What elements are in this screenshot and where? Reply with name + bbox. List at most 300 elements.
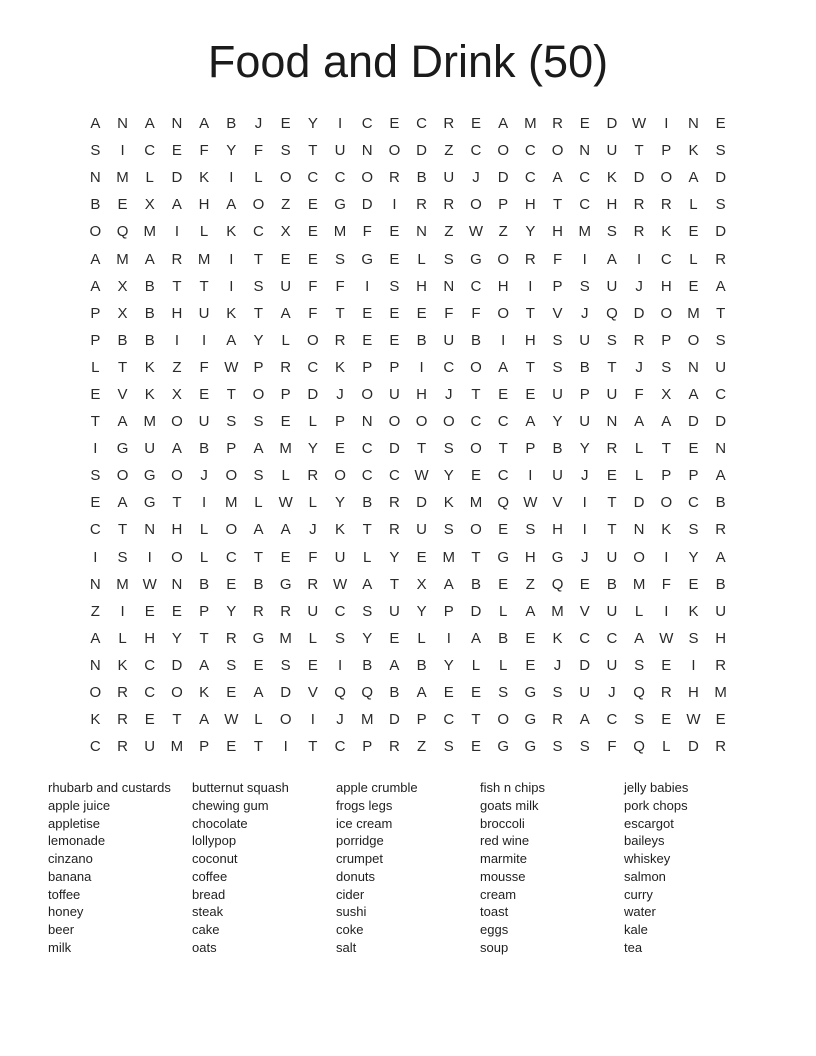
grid-cell: N [361, 413, 373, 431]
grid-cell: M [714, 684, 727, 702]
grid-cell: Y [552, 413, 563, 431]
grid-cell: T [634, 142, 644, 160]
grid-cell: M [279, 629, 292, 647]
grid-cell: E [389, 250, 400, 268]
grid-cell: Q [633, 684, 645, 702]
grid-cell: K [606, 169, 617, 187]
grid-cell: E [661, 656, 672, 674]
grid-cell: R [388, 169, 400, 187]
word-list-column [192, 779, 336, 957]
grid-cell: T [199, 277, 209, 295]
grid-cell: T [607, 494, 617, 512]
grid-cell: Z [444, 223, 454, 241]
grid-cell: I [229, 169, 234, 187]
grid-cell: H [660, 277, 672, 295]
grid-cell: U [334, 142, 346, 160]
grid-cell: M [632, 575, 646, 593]
grid-cell: Q [606, 304, 618, 322]
grid-cell: H [497, 277, 509, 295]
grid-cell: Q [334, 684, 346, 702]
grid-cell: G [524, 711, 537, 729]
grid-cell: R [633, 331, 645, 349]
grid-cell: A [90, 250, 101, 268]
grid-cell: R [171, 250, 183, 268]
grid-cell: P [226, 440, 237, 458]
grid-cell: N [117, 115, 128, 133]
grid-cell: S [552, 684, 563, 702]
grid-cell: O [361, 169, 374, 187]
grid-cell: B [199, 575, 210, 593]
grid-cell: E [416, 304, 427, 322]
word-item: coke [336, 922, 364, 937]
grid-cell: A [688, 169, 699, 187]
grid-cell: C [361, 467, 373, 485]
grid-cell: L [91, 358, 100, 376]
grid-cell: N [633, 521, 645, 539]
grid-cell: C [497, 467, 509, 485]
grid-cell: E [307, 223, 318, 241]
grid-cell: K [552, 629, 563, 647]
grid-cell: C [606, 629, 618, 647]
word-item: broccoli [480, 815, 525, 831]
grid-cell: R [225, 629, 237, 647]
grid-cell: O [497, 711, 509, 729]
word-item: milk [48, 939, 72, 955]
grid-cell: A [199, 656, 210, 674]
grid-cell: T [417, 440, 427, 458]
word-item: apple crumble [336, 780, 418, 795]
grid-cell: L [498, 602, 508, 620]
grid-cell: L [634, 602, 644, 620]
word-item: lollypop [192, 833, 237, 849]
grid-cell: B [144, 331, 155, 349]
grid-cell: R [633, 223, 645, 241]
grid-cell: N [688, 115, 699, 133]
grid-cell: H [688, 684, 699, 702]
grid-cell: K [199, 169, 210, 187]
grid-cell: I [283, 738, 288, 756]
grid-cell: C [579, 629, 591, 647]
grid-cell: E [389, 115, 400, 133]
grid-cell: A [90, 277, 101, 295]
grid-cell: R [633, 196, 645, 214]
grid-cell: J [580, 467, 589, 485]
grid-cell: C [89, 738, 101, 756]
grid-cell: R [253, 602, 264, 620]
grid-cell: C [579, 196, 591, 214]
grid-cell: W [278, 494, 293, 512]
grid-cell: Y [443, 467, 454, 485]
word-item: coffee [192, 868, 228, 884]
grid-cell: E [579, 115, 590, 133]
grid-cell: A [715, 548, 726, 566]
grid-cell: E [470, 467, 481, 485]
word-item: banana [48, 868, 92, 884]
grid-cell: U [198, 413, 210, 431]
grid-cell: L [471, 656, 481, 674]
grid-cell: E [144, 602, 155, 620]
grid-cell: B [253, 575, 264, 593]
grid-cell: B [579, 358, 590, 376]
grid-cell: M [143, 413, 156, 431]
grid-cell: S [661, 358, 672, 376]
grid-cell: U [552, 385, 563, 403]
grid-cell: O [252, 196, 265, 214]
grid-cell: X [117, 277, 128, 295]
grid-cell: G [252, 629, 265, 647]
grid-cell: C [307, 169, 319, 187]
grid-cell: S [688, 629, 699, 647]
grid-cell: G [497, 738, 509, 756]
grid-cell: C [524, 169, 536, 187]
grid-cell: Y [307, 440, 318, 458]
grid-cell: K [144, 358, 155, 376]
grid-cell: B [715, 494, 726, 512]
grid-cell: M [578, 223, 591, 241]
grid-cell: S [443, 440, 454, 458]
grid-cell: E [688, 223, 699, 241]
grid-cell: E [688, 277, 699, 295]
grid-cell: G [143, 467, 156, 485]
grid-cell: S [606, 223, 617, 241]
grid-cell: H [144, 629, 156, 647]
grid-cell: C [688, 494, 699, 512]
grid-cell: U [552, 467, 563, 485]
grid-cell: E [280, 250, 291, 268]
grid-cell: Y [226, 142, 237, 160]
grid-cell: S [634, 656, 645, 674]
grid-cell: X [280, 223, 291, 241]
grid-cell: R [388, 521, 400, 539]
word-item: salmon [624, 868, 666, 884]
grid-cell: C [443, 711, 455, 729]
grid-cell: T [607, 521, 617, 539]
grid-cell: E [498, 521, 509, 539]
grid-cell: O [470, 196, 482, 214]
grid-cell: F [552, 250, 563, 268]
grid-cell: M [279, 440, 292, 458]
grid-cell: T [661, 440, 671, 458]
grid-cell: N [688, 358, 699, 376]
word-item: honey [48, 904, 84, 920]
grid-cell: P [90, 331, 101, 349]
grid-cell: B [416, 169, 427, 187]
grid-cell: U [416, 521, 428, 539]
word-item: water [624, 904, 656, 920]
grid-cell: B [498, 629, 509, 647]
grid-cell: A [634, 629, 645, 647]
grid-cell: I [120, 142, 125, 160]
grid-cell: D [416, 142, 428, 160]
grid-cell: E [171, 142, 182, 160]
grid-cell: E [280, 413, 291, 431]
grid-cell: P [525, 440, 536, 458]
grid-cell: E [307, 250, 318, 268]
grid-cell: N [361, 142, 373, 160]
word-item: chocolate [192, 815, 248, 831]
grid-cell: C [334, 738, 346, 756]
grid-cell: T [308, 738, 318, 756]
grid-cell: D [416, 494, 428, 512]
grid-cell: T [117, 521, 128, 539]
grid-cell: P [280, 385, 291, 403]
grid-cell: H [524, 548, 536, 566]
grid-cell: U [606, 656, 618, 674]
grid-cell: O [633, 548, 645, 566]
grid-cell: T [172, 711, 182, 729]
grid-cell: O [89, 223, 102, 241]
grid-cell: Y [579, 440, 590, 458]
grid-cell: B [552, 440, 563, 458]
word-item: whiskey [624, 851, 671, 866]
grid-cell: S [498, 684, 509, 702]
grid-cell: S [253, 467, 264, 485]
grid-cell: D [361, 196, 373, 214]
grid-cell: N [89, 169, 101, 187]
grid-cell: J [309, 521, 317, 539]
grid-cell: Y [226, 602, 237, 620]
grid-cell: R [388, 738, 400, 756]
grid-cell: N [171, 575, 183, 593]
grid-cell: E [144, 711, 155, 729]
grid-cell: M [469, 494, 483, 512]
grid-cell: A [171, 196, 182, 214]
word-item: goats milk [480, 797, 539, 813]
grid-cell: U [606, 385, 618, 403]
grid-cell: B [117, 331, 128, 349]
grid-cell: R [334, 331, 346, 349]
grid-cell: D [171, 656, 183, 674]
grid-cell: M [333, 223, 347, 241]
grid-cell: E [525, 656, 536, 674]
grid-cell: S [253, 277, 264, 295]
grid-cell: O [279, 169, 292, 187]
grid-cell: C [334, 602, 346, 620]
grid-cell: L [689, 250, 698, 268]
grid-cell: R [117, 711, 128, 729]
grid-cell: L [145, 169, 154, 187]
grid-cell: E [416, 548, 427, 566]
grid-cell: U [144, 738, 156, 756]
grid-cell: G [279, 575, 292, 593]
grid-cell: B [389, 684, 400, 702]
grid-cell: J [254, 115, 263, 133]
grid-cell: T [199, 629, 209, 647]
grid-cell: E [470, 684, 481, 702]
grid-cell: I [174, 223, 179, 241]
grid-cell: O [279, 711, 292, 729]
grid-cell: C [361, 440, 373, 458]
grid-cell: I [202, 331, 207, 349]
grid-cell: L [308, 494, 318, 512]
grid-cell: S [226, 413, 237, 431]
grid-cell: R [715, 521, 727, 539]
grid-cell: U [334, 548, 346, 566]
grid-cell: S [715, 142, 726, 160]
grid-cell: H [524, 331, 536, 349]
grid-cell: Z [444, 142, 454, 160]
grid-cell: L [281, 331, 290, 349]
grid-cell: H [416, 385, 428, 403]
grid-cell: B [144, 277, 155, 295]
grid-cell: W [224, 711, 239, 729]
grid-cell: E [226, 738, 237, 756]
grid-cell: T [253, 304, 264, 322]
grid-cell: A [226, 331, 237, 349]
grid-cell: I [93, 440, 98, 458]
grid-cell: F [634, 385, 644, 403]
grid-cell: I [419, 358, 424, 376]
grid-cell: A [90, 115, 101, 133]
grid-cell: B [470, 575, 481, 593]
grid-cell: R [715, 250, 727, 268]
grid-cell: C [524, 142, 536, 160]
grid-cell: X [171, 385, 182, 403]
grid-cell: K [199, 684, 210, 702]
grid-cell: W [224, 358, 239, 376]
grid-cell: J [580, 548, 589, 566]
grid-cell: Y [525, 223, 536, 241]
grid-cell: K [688, 142, 699, 160]
grid-cell: D [633, 304, 645, 322]
grid-cell: I [582, 250, 587, 268]
grid-cell: U [715, 602, 727, 620]
grid-cell: A [117, 413, 128, 431]
grid-cell: C [579, 169, 591, 187]
grid-cell: G [551, 548, 564, 566]
grid-cell: C [497, 413, 509, 431]
grid-cell: E [226, 575, 237, 593]
grid-cell: C [416, 115, 428, 133]
grid-cell: O [171, 413, 183, 431]
grid-cell: I [501, 331, 506, 349]
grid-cell: A [144, 250, 155, 268]
grid-cell: J [635, 358, 643, 376]
word-item: frogs legs [336, 797, 393, 813]
grid-cell: A [199, 711, 210, 729]
grid-cell: M [551, 602, 564, 620]
grid-cell: V [552, 494, 563, 512]
grid-cell: T [525, 358, 535, 376]
grid-cell: U [579, 331, 591, 349]
grid-cell: O [361, 385, 374, 403]
grid-cell: E [579, 575, 590, 593]
grid-cell: T [471, 711, 481, 729]
grid-cell: F [607, 738, 617, 756]
grid-cell: E [715, 711, 726, 729]
grid-cell: L [254, 494, 263, 512]
grid-cell: P [362, 358, 373, 376]
grid-cell: C [470, 277, 482, 295]
grid-cell: G [470, 250, 482, 268]
grid-cell: T [172, 494, 182, 512]
grid-cell: O [470, 521, 482, 539]
grid-cell: C [606, 711, 618, 729]
word-item: eggs [480, 922, 509, 937]
word-item: chewing gum [192, 797, 269, 813]
grid-cell: U [579, 684, 591, 702]
grid-cell: N [715, 440, 727, 458]
grid-cell: U [606, 602, 618, 620]
grid-cell: D [497, 169, 509, 187]
grid-cell: F [362, 223, 372, 241]
grid-cell: M [116, 169, 129, 187]
grid-cell: R [715, 738, 727, 756]
grid-cell: T [172, 277, 182, 295]
grid-cell: R [715, 656, 727, 674]
grid-cell: L [417, 250, 426, 268]
word-item: coconut [192, 851, 238, 866]
grid-cell: A [715, 277, 726, 295]
grid-cell: W [142, 575, 157, 593]
grid-cell: F [444, 304, 454, 322]
grid-cell: E [117, 196, 128, 214]
grid-cell: Y [253, 331, 264, 349]
word-item: rhubarb and custards [48, 780, 171, 795]
grid-cell: T [362, 521, 372, 539]
grid-cell: P [443, 602, 454, 620]
grid-cell: S [280, 142, 291, 160]
grid-cell: D [715, 169, 727, 187]
grid-cell: O [497, 142, 509, 160]
grid-cell: I [637, 250, 642, 268]
grid-cell: L [199, 223, 209, 241]
grid-cell: Z [417, 738, 427, 756]
word-item: salt [336, 939, 357, 955]
grid-cell: H [416, 277, 428, 295]
grid-cell: B [362, 656, 373, 674]
grid-cell: T [335, 304, 345, 322]
grid-cell: O [497, 304, 509, 322]
grid-cell: D [633, 494, 645, 512]
grid-cell: O [442, 413, 455, 431]
grid-cell: A [606, 250, 617, 268]
grid-cell: K [117, 656, 128, 674]
grid-cell: R [443, 115, 455, 133]
grid-cell: D [307, 385, 319, 403]
grid-cell: S [606, 331, 617, 349]
grid-cell: P [498, 196, 509, 214]
word-item: sushi [336, 904, 367, 920]
grid-cell: A [470, 629, 481, 647]
grid-cell: R [117, 738, 128, 756]
grid-cell: O [225, 521, 238, 539]
grid-cell: Y [416, 602, 427, 620]
grid-cell: K [661, 223, 672, 241]
grid-cell: A [715, 467, 726, 485]
grid-cell: A [688, 385, 699, 403]
word-item: jelly babies [624, 780, 689, 795]
grid-cell: O [307, 331, 319, 349]
grid-cell: R [443, 196, 455, 214]
grid-cell: N [144, 521, 156, 539]
grid-cell: D [715, 223, 727, 241]
grid-cell: W [332, 575, 348, 593]
grid-cell: T [90, 413, 100, 431]
grid-cell: S [443, 250, 454, 268]
grid-cell: U [280, 277, 292, 295]
grid-cell: O [415, 413, 428, 431]
grid-cell: I [664, 602, 669, 620]
grid-cell: E [280, 115, 291, 133]
grid-cell: O [470, 358, 482, 376]
grid-cell: E [171, 602, 182, 620]
grid-cell: D [579, 656, 591, 674]
word-item: tea [624, 939, 643, 955]
grid-cell: B [362, 494, 373, 512]
grid-cell: K [335, 358, 346, 376]
grid-cell: O [116, 467, 129, 485]
